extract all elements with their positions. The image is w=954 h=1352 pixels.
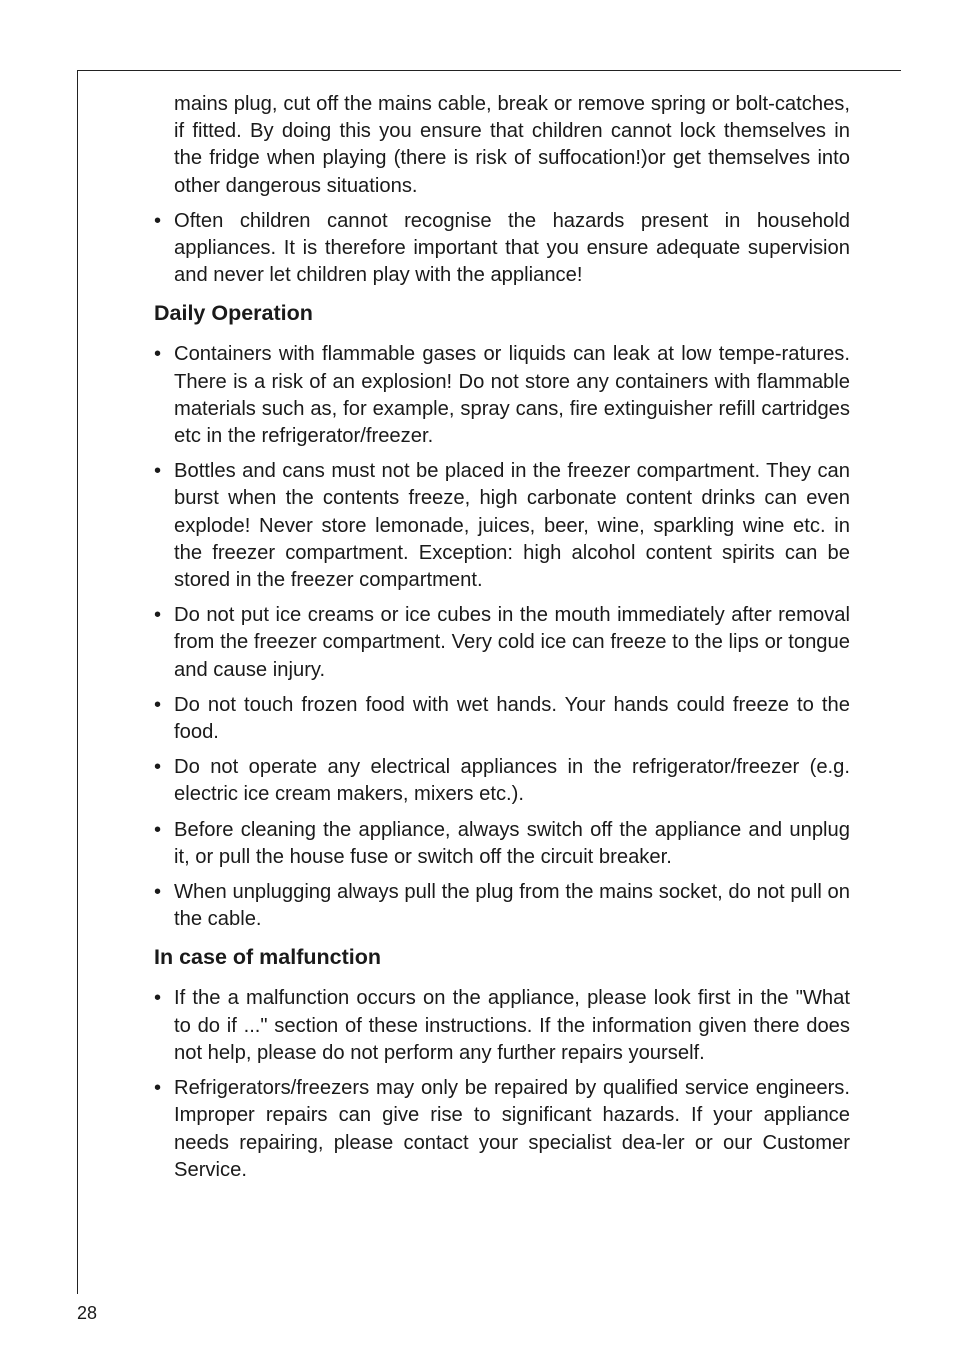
list-item xyxy=(154,817,850,871)
list-item xyxy=(154,985,850,1067)
bullet-glyph: • xyxy=(154,209,162,232)
list-item xyxy=(154,341,850,450)
bullet-glyph: • xyxy=(154,756,162,779)
bullet-glyph: • xyxy=(154,881,162,904)
list-item xyxy=(154,208,850,290)
list-item-text: Do not operate any electrical appliances in the refrigerator/freezer (e.g. electric ice cream makers, mixers etc.). xyxy=(174,756,850,806)
list-item-text: Refrigerators/freezers may only be repaired by qualified service engineers. Improper repairs can give rise to significant hazards. If your appliance needs repairing, please contact your specialist dea-ler or our Customer Service. xyxy=(174,1077,850,1181)
list-item xyxy=(154,1075,850,1184)
list-item xyxy=(154,692,850,746)
bullet-glyph: • xyxy=(154,604,162,627)
section-heading-malfunction: In case of malfunction xyxy=(154,945,381,970)
list-item xyxy=(154,879,850,933)
top-rule xyxy=(77,70,901,71)
list-item-text: When unplugging always pull the plug from the mains socket, do not pull on the cable. xyxy=(174,881,850,931)
list-item-text: Before cleaning the appliance, always switch off the appliance and unplug it, or pull the house fuse or switch off the circuit breaker. xyxy=(174,818,850,868)
bullet-glyph: • xyxy=(154,818,162,841)
list-item xyxy=(154,458,850,594)
intro-paragraph: mains plug, cut off the mains cable, break or remove spring or bolt-catches, if fitted. By doing this you ensure that children cannot lock themselves in the fridge when playing (there is risk of suffocation!)or get themselves into other dangerous situations. xyxy=(174,93,850,197)
list-item-text: Containers with flammable gases or liquids can leak at low tempe-ratures. There is a risk of an explosion! Do not store any containers with flammable materials such as, for example, spray cans, fire extinguisher refill cartridges etc in the refrigerator/freezer. xyxy=(174,343,850,448)
list-item-text: Do not touch frozen food with wet hands. Your hands could freeze to the food. xyxy=(174,693,850,744)
list-item-text: Bottles and cans must not be placed in the freezer compartment. They can burst when the contents freeze, high carbonate content drinks can even explode! Never store lemonade, juices, beer, wine, sparkling wine etc. in the freezer compartment. Exception: high alcohol content spirits can be stored in the freezer compartment. xyxy=(174,460,850,592)
page-number: 28 xyxy=(77,1303,98,1323)
list-item-text: If the a malfunction occurs on the appliance, please look first in the "What to do if ..." section of these instructions. If the information given there does not help, please do not perform any further repairs yourself. xyxy=(174,987,850,1064)
list-item xyxy=(154,754,850,808)
list-item-text: Often children cannot recognise the hazards present in household appliances. It is therefore important that you ensure adequate supervision and never let children play with the appliance! xyxy=(174,209,850,287)
list-item xyxy=(154,602,850,684)
bullet-glyph: • xyxy=(154,460,162,483)
left-rule xyxy=(77,70,78,1294)
bullet-glyph: • xyxy=(154,1077,162,1100)
section-heading-daily-operation: Daily Operation xyxy=(154,301,313,326)
bullet-glyph: • xyxy=(154,343,162,366)
page-content xyxy=(154,91,850,1192)
bullet-glyph: • xyxy=(154,693,162,716)
bullet-glyph: • xyxy=(154,987,162,1010)
list-item-text: Do not put ice creams or ice cubes in the mouth immediately after removal from the freezer compartment. Very cold ice can freeze to the lips or tongue and cause injury. xyxy=(174,604,850,681)
